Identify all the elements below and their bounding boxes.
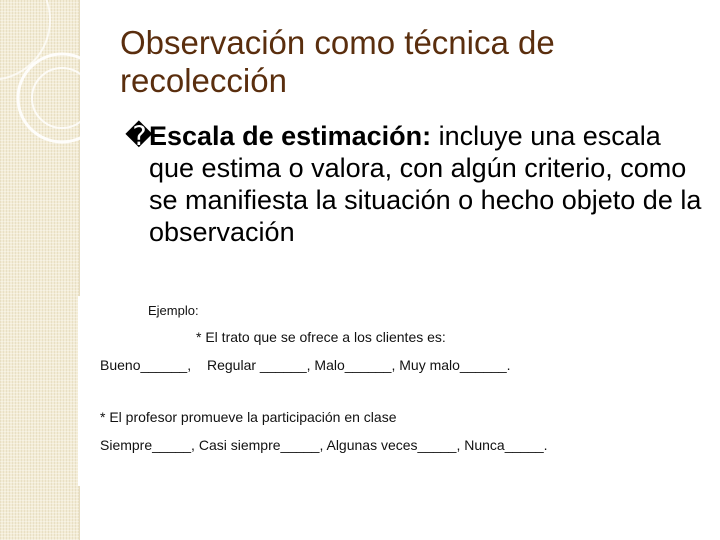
option-text: Muy malo______. [399,357,511,373]
example-image [78,296,698,486]
bullet-marker: � [125,121,153,151]
option-text: Siempre_____, [100,437,195,453]
bullet-description: incluye una escala que estima o valora, con algún criterio, como se manifiesta la situación o hecho objeto de la observación [149,121,702,247]
option-text: Regular ______, [206,357,311,373]
option-text: Bueno______, [100,357,192,373]
option-text: Casi siempre_____, [198,437,324,453]
example-label: Ejemplo: [148,303,199,318]
bullet-paragraph [149,120,705,248]
example-item2-prompt: * El profesor promueve la participación en clase [100,409,397,425]
example-item2-options [100,437,548,453]
slide-title: Observación como técnica de recolección [120,24,555,99]
bullet-term: Escala de estimación: [149,121,432,151]
option-text: Nunca_____. [464,437,548,453]
option-text: Malo______, [314,357,396,373]
example-item1-options [100,357,511,373]
option-text: Algunas veces_____, [326,437,461,453]
decorative-circles [0,0,140,200]
bullet-item [125,120,705,298]
example-item1-prompt: * El trato que se ofrece a los clientes es: [196,329,446,345]
